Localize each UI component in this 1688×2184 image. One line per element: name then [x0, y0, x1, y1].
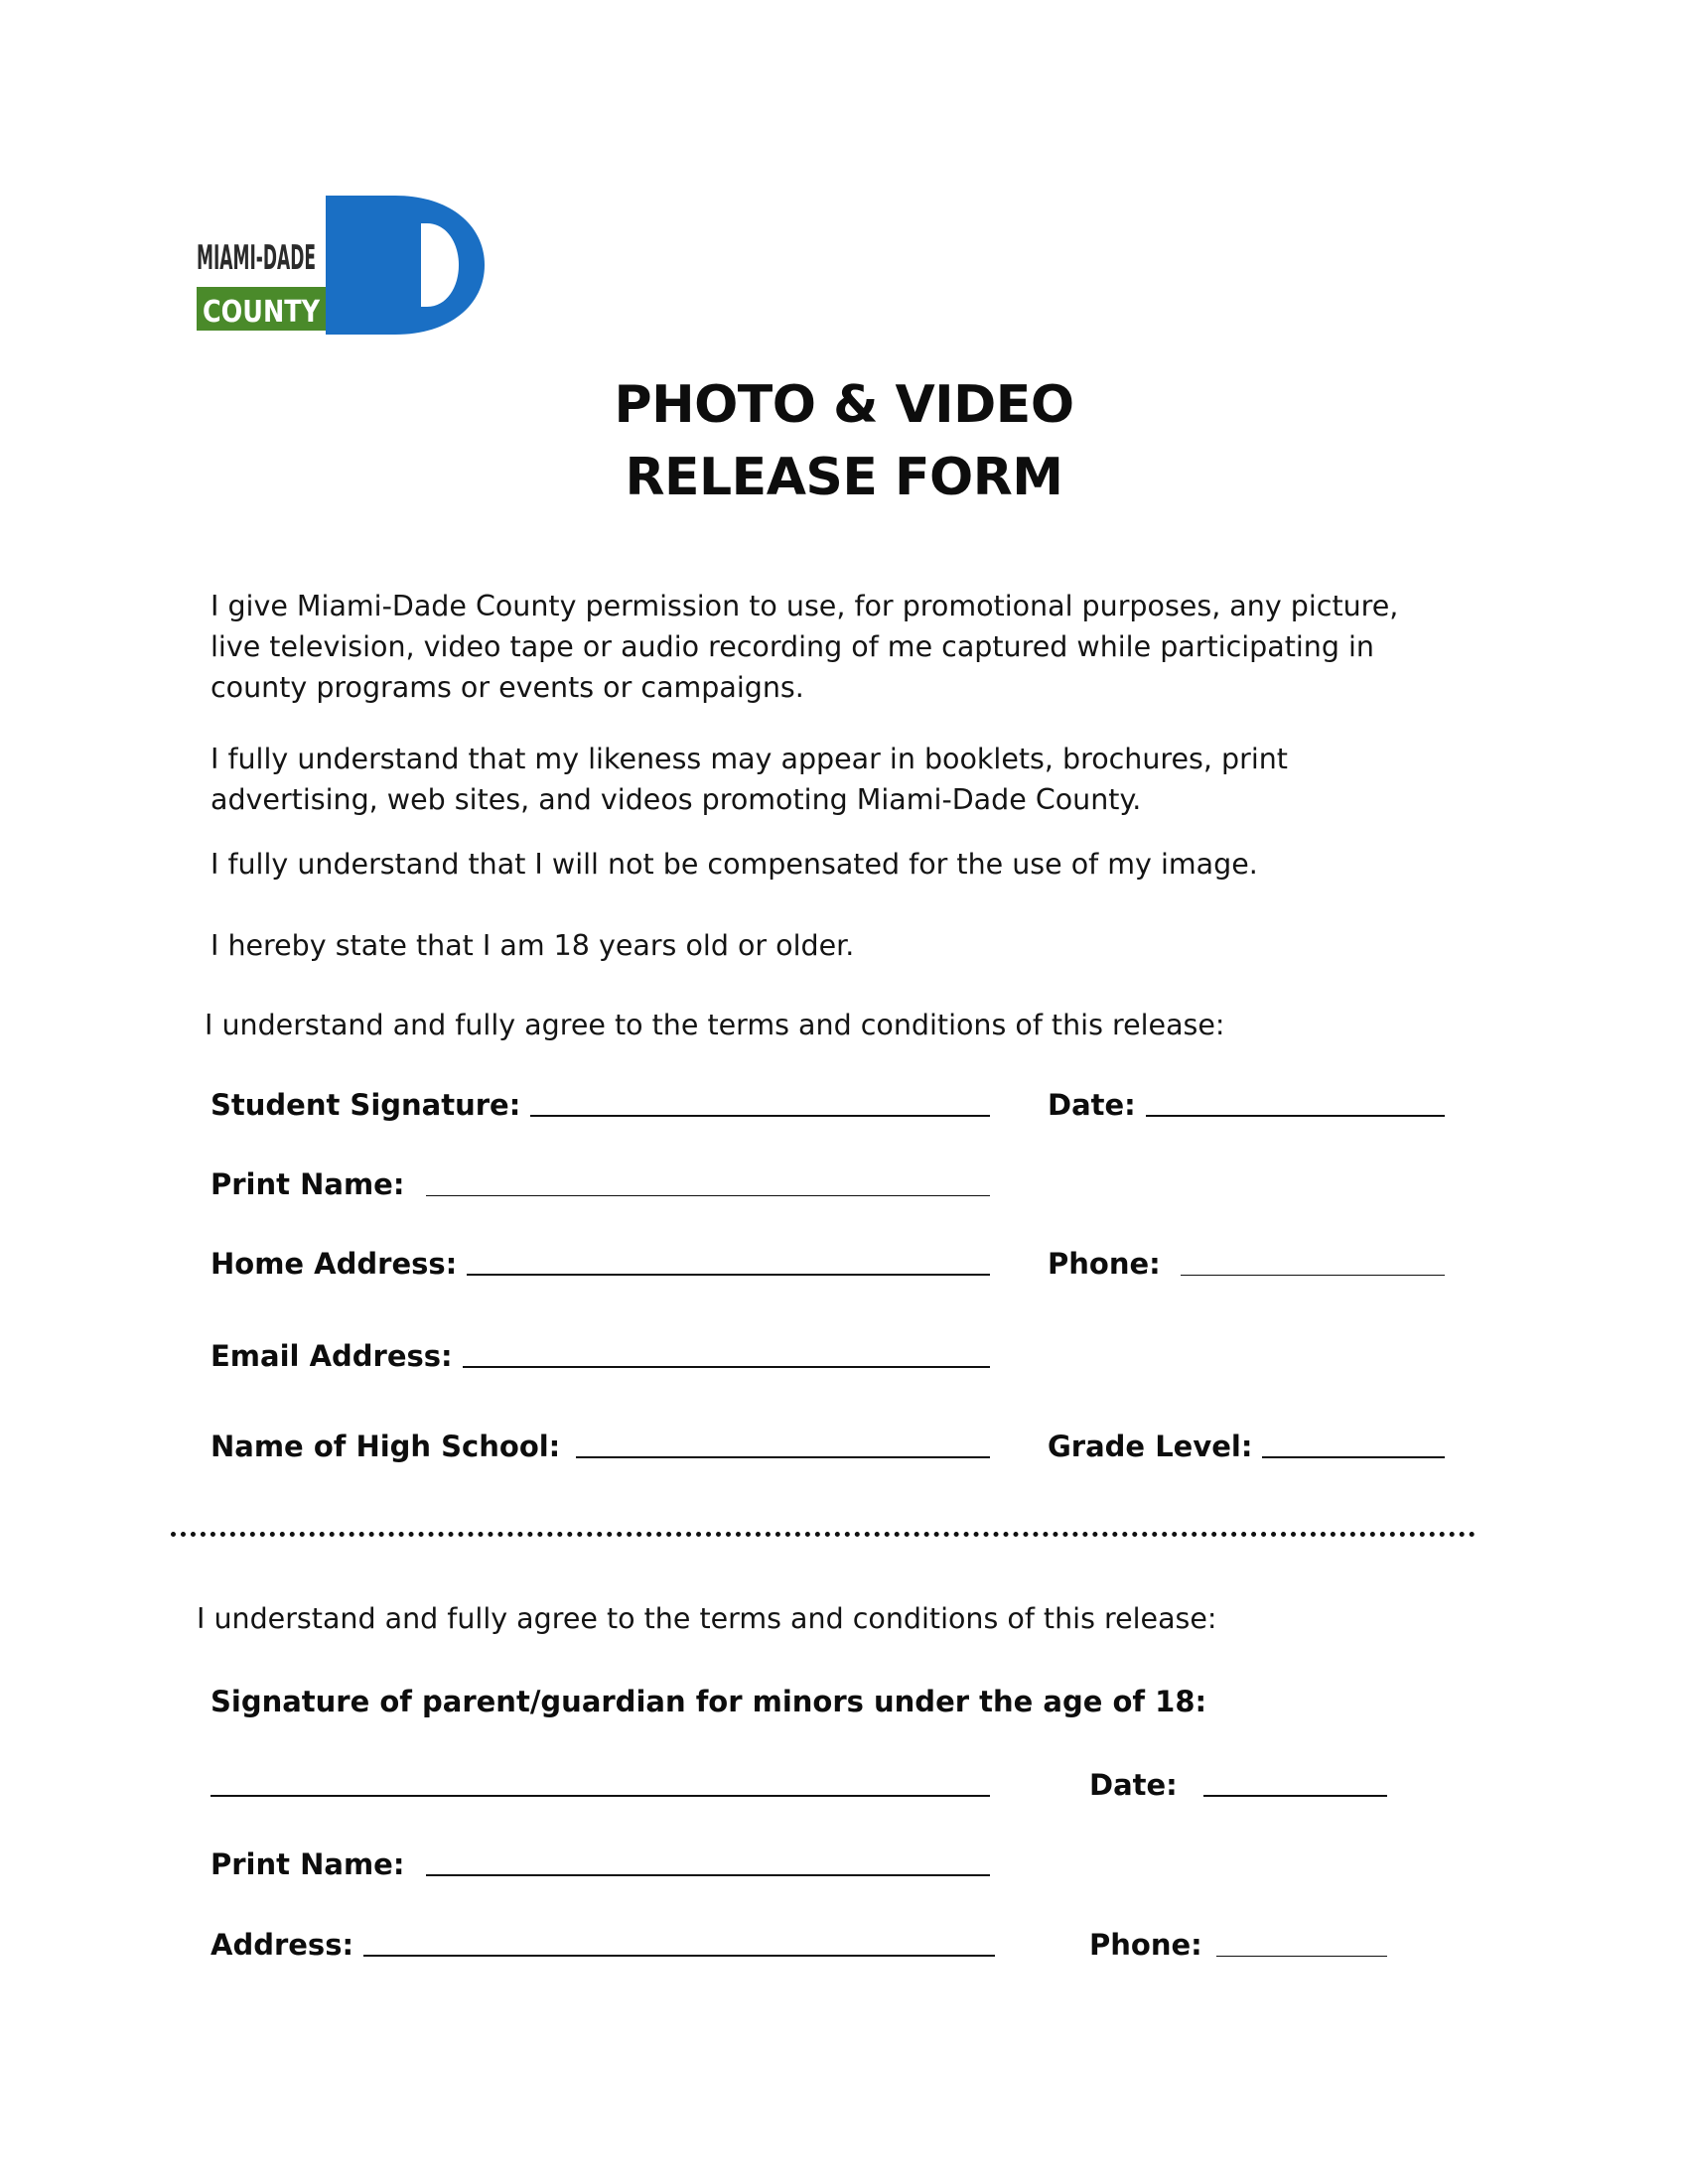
home-address-label: Home Address:: [211, 1247, 458, 1281]
guardian-address-field[interactable]: [211, 1922, 995, 1962]
student-print-name-field[interactable]: [211, 1161, 990, 1201]
grade-level-line[interactable]: [1262, 1456, 1445, 1458]
guardian-phone-line[interactable]: [1216, 1956, 1387, 1957]
guardian-print-name-line[interactable]: [426, 1874, 990, 1876]
miami-dade-county-logo: [197, 196, 485, 335]
high-school-field[interactable]: [211, 1424, 990, 1463]
home-address-line[interactable]: [467, 1274, 990, 1276]
student-date-label: Date:: [1048, 1088, 1136, 1122]
agreement-text: I understand and fully agree to the terms and conditions of this release:: [205, 1009, 1225, 1041]
guardian-address-line[interactable]: [363, 1955, 995, 1957]
home-address-field[interactable]: [211, 1241, 990, 1281]
student-date-line[interactable]: [1146, 1115, 1445, 1117]
high-school-line[interactable]: [576, 1456, 990, 1458]
guardian-date-label: Date:: [1089, 1768, 1178, 1802]
page-title-line1: PHOTO & VIDEO: [614, 375, 1074, 435]
likeness-paragraph: I fully understand that my likeness may appear in booklets, brochures, print advertising, web sites, and videos promoting Miami-Dade County.: [211, 743, 1288, 816]
student-date-field[interactable]: [1048, 1082, 1445, 1122]
guardian-signature-line[interactable]: [211, 1795, 990, 1797]
permission-paragraph: I give Miami-Dade County permission to use, for promotional purposes, any picture, live television, video tape or audio recording of me captured while participating in county programs or events or campaigns.: [211, 590, 1399, 704]
guardian-address-label: Address:: [211, 1928, 354, 1962]
student-signature-label: Student Signature:: [211, 1088, 521, 1122]
logo-text-miami: MIAMI-DADE: [197, 238, 316, 278]
guardian-phone-label: Phone:: [1089, 1928, 1202, 1962]
student-signature-field[interactable]: [211, 1082, 990, 1122]
guardian-print-name-field[interactable]: [211, 1842, 990, 1881]
guardian-date-field[interactable]: [1089, 1762, 1387, 1802]
compensation-paragraph: I fully understand that I will not be compensated for the use of my image.: [211, 848, 1258, 881]
section-divider: [171, 1532, 1476, 1537]
student-print-name-label: Print Name:: [211, 1167, 405, 1201]
student-phone-field[interactable]: [1048, 1241, 1445, 1281]
email-address-label: Email Address:: [211, 1339, 453, 1373]
page-title-line2: RELEASE FORM: [625, 448, 1063, 507]
student-signature-line[interactable]: [530, 1115, 990, 1117]
grade-level-label: Grade Level:: [1048, 1430, 1253, 1463]
student-phone-line[interactable]: [1181, 1275, 1445, 1276]
grade-level-field[interactable]: [1048, 1424, 1445, 1463]
logo-graphic: [197, 196, 485, 335]
guardian-date-line[interactable]: [1203, 1795, 1387, 1797]
high-school-label: Name of High School:: [211, 1430, 561, 1463]
email-address-field[interactable]: [211, 1333, 990, 1373]
guardian-agreement-text: I understand and fully agree to the terms and conditions of this release:: [197, 1602, 1217, 1635]
guardian-print-name-label: Print Name:: [211, 1847, 405, 1881]
guardian-signature-heading: Signature of parent/guardian for minors under the age of 18:: [211, 1685, 1207, 1718]
student-print-name-line[interactable]: [426, 1195, 990, 1196]
email-address-line[interactable]: [463, 1366, 990, 1368]
logo-text-county: COUNTY: [203, 295, 322, 330]
student-phone-label: Phone:: [1048, 1247, 1161, 1281]
guardian-phone-field[interactable]: [1089, 1922, 1387, 1962]
age-statement-paragraph: I hereby state that I am 18 years old or older.: [211, 929, 855, 962]
